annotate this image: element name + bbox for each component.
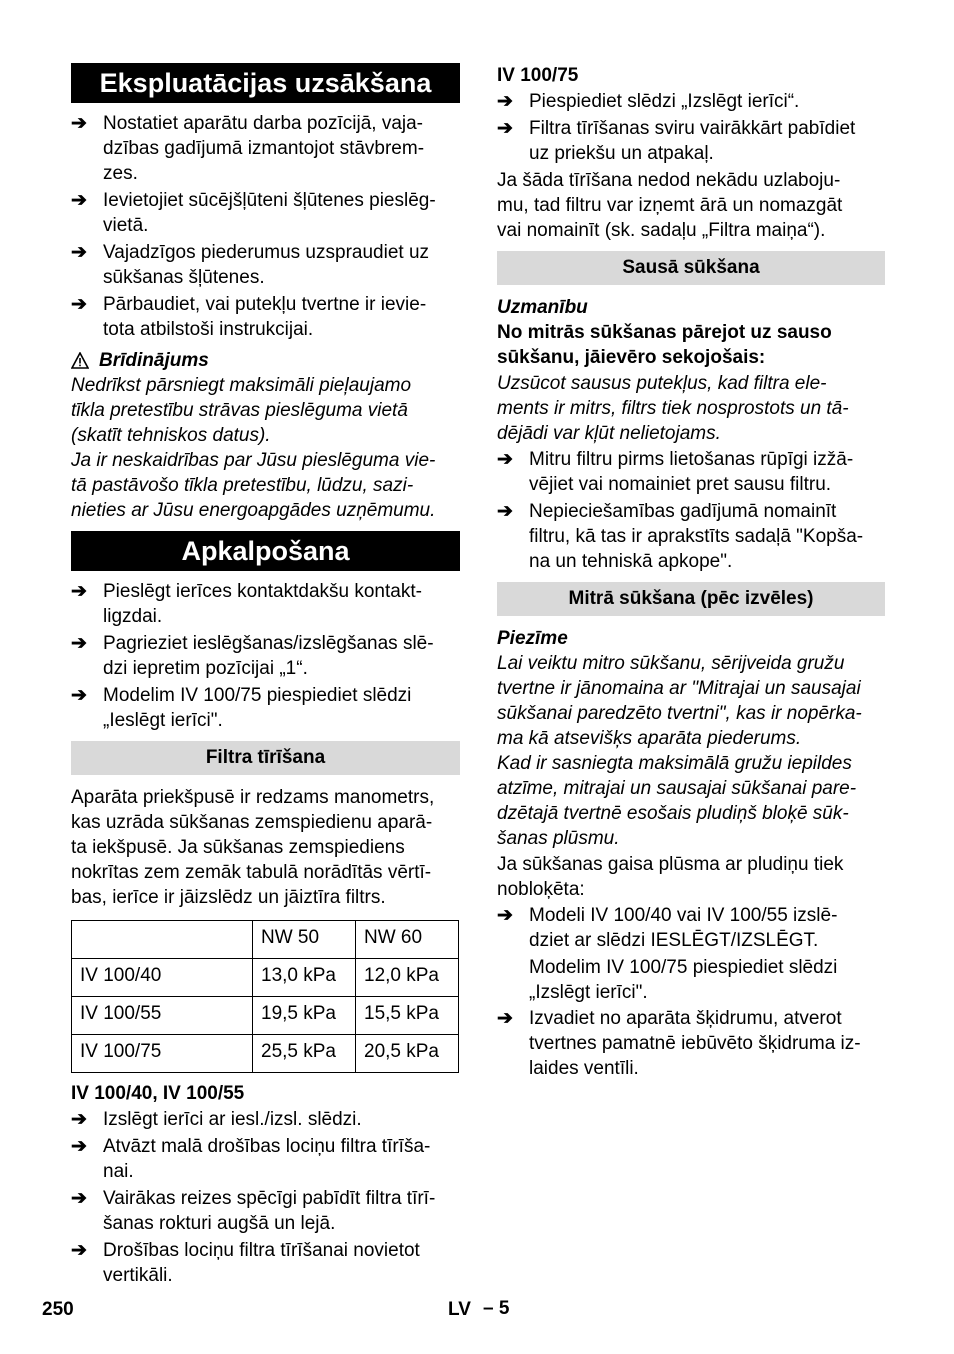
list-item: ➔ Drošības lociņu filtra tīrīšanai novietot vertikāli. [71,1240,420,1286]
list-item: ➔ Vajadzīgos piederumus uzspraudiet uz sūkšanas šļūtenes. [71,242,430,288]
subheading-iv100-75: IV 100/75 [497,65,579,86]
note-label: Piezīme [497,628,568,649]
list-item: ➔ Modeli IV 100/40 vai IV 100/55 izslē- dziet ar slēdzi IESLĒGT/IZSLĒGT. [497,905,838,951]
operation-list [71,579,460,733]
subsection-heading-wet-vacuuming: Mitrā sūkšana (pēc izvēles) [497,582,885,616]
filter-replace-paragraph: Ja šāda tīrīšana nedod nekādu uzlaboju- mu, tad filtru var izņemt ārā un nomazgāt vai nomainīt (sk. sadaļu „Filtra maiņa“). [497,170,843,241]
note-text: Lai veiktu mitro sūkšanu, sērijveida gružu tvertne ir jānomaina ar "Mitrajai un sausajai sūkšanai paredzēto tvertni", kas ir nopērka- ma kā atsevišķs aparāta piederums. Kad ir sasniegta maksimālā gružu iepildes atzīme, mitrajai un sausajai sūkšanai pare- dzētajā tvertnē esošais pludiņš bloķē sūk- šanas plūsmu. [497,653,862,849]
list-item: ➔ Nepieciešamības gadījumā nomainīt filtru, kā tas ir aprakstīts sadaļā "Kopša- na un tehniskā apkope". [497,501,864,572]
arrow-icon: ➔ [71,1188,87,1209]
list-item: ➔ Pārbaudiet, vai putekļu tvertne ir ievie- tota atbilstoši instrukcijai. [71,294,427,340]
list-item: ➔ Filtra tīrīšanas sviru vairākkārt pabīdiet uz priekšu un atpakaļ. [497,118,856,164]
language-code: LV [448,1299,471,1320]
list-item: ➔ Pagrieziet ieslēgšanas/izslēgšanas slē- dzi iepretim pozīcijai „1“. [71,633,434,679]
warning-label: Brīdinājums [71,348,460,373]
arrow-icon: ➔ [71,294,87,315]
list-item: ➔ Izslēgt ierīci ar iesl./izsl. slēdzi. [71,1109,362,1130]
page-number: 250 [42,1299,74,1320]
table-cell: IV 100/75 [72,1035,253,1073]
list-item: ➔ Izvadiet no aparāta šķidrumu, atverot tvertnes pamatnē iebūvēto šķidruma iz- laides ventīli. [497,1008,861,1079]
table-cell: IV 100/55 [72,997,253,1035]
table-row [72,997,459,1035]
table-cell: 15,5 kPa [356,997,459,1035]
list-item: ➔ Atvāzt malā drošības lociņu filtra tīrīša- nai. [71,1136,431,1182]
arrow-icon: ➔ [497,1008,513,1029]
commissioning-list [71,111,460,342]
caution-label: Uzmanību [497,297,588,318]
list-item: ➔ Nostatiet aparātu darba pozīcijā, vaja- dzības gadījumā izmantojot stāvbrem- zes. [71,113,425,184]
arrow-icon: ➔ [71,581,87,602]
arrow-icon: ➔ [71,1240,87,1261]
arrow-icon: ➔ [497,905,513,926]
list-item: ➔ Vairākas reizes spēcīgi pabīdīt filtra tīrī- šanas rokturi augšā un lejā. [71,1188,436,1234]
caution-text: Uzsūcot sausus putekļus, kad filtra ele- ments ir mitrs, filtrs tiek nosprostots un tā- dējādi var kļūt nelietojams. [497,373,849,444]
arrow-icon: ➔ [497,118,513,139]
subsection-heading-filter-cleaning: Filtra tīrīšana [71,741,460,775]
iv100-40-55-list [71,1107,460,1288]
table-row [72,959,459,997]
dry-list [497,447,885,574]
right-column [497,63,885,1083]
table-cell: 20,5 kPa [356,1035,459,1073]
wet-paragraph: Ja sūkšanas gaisa plūsma ar pludiņu tiek nobloķēta: [497,854,844,900]
warning-triangle-icon [71,352,89,369]
table-cell: 25,5 kPa [253,1035,356,1073]
subheading-iv100-40-55: IV 100/40, IV 100/55 [71,1083,245,1104]
arrow-icon: ➔ [71,1109,87,1130]
arrow-icon: ➔ [71,685,87,706]
table-cell: 13,0 kPa [253,959,356,997]
table-cell: IV 100/40 [72,959,253,997]
warning-text: Nedrīkst pārsniegt maksimāli pieļaujamo tīkla pretestību strāvas pieslēguma vietā (skatīt tehniskos datus). Ja ir neskaidrības par Jūsu pieslēguma vie- tā pastāvošo tīkla pretestību, lūdzu, sazi- nieties ar Jūsu energoapgādes uzņēmumu. [71,375,436,521]
table-cell: 12,0 kPa [356,959,459,997]
arrow-icon: ➔ [71,113,87,134]
caution-bold-text: No mitrās sūkšanas pārejot uz sauso sūkšanu, jāievēro sekojošais: [497,322,832,368]
arrow-icon: ➔ [497,91,513,112]
arrow-icon: ➔ [71,1136,87,1157]
table-cell: NW 60 [356,921,459,959]
arrow-icon: ➔ [497,501,513,522]
table-row [72,1035,459,1073]
wet-indent-text: Modelim IV 100/75 piespiediet slēdzi „Izslēgt ierīci". [529,957,838,1003]
list-item: ➔ Modelim IV 100/75 piespiediet slēdzi „Ieslēgt ierīci". [71,685,412,731]
table-cell: NW 50 [253,921,356,959]
list-item: ➔ Ievietojiet sūcējšļūteni šļūtenes pieslēg- vietā. [71,190,436,236]
table-cell: 19,5 kPa [253,997,356,1035]
section-number: – 5 [483,1298,510,1319]
filter-paragraph: Aparāta priekšpusē ir redzams manometrs, kas uzrāda sūkšanas zemspiedienu aparā- ta iekšpusē. Ja sūkšanas zemspiediens nokrītas zem zemāk tabulā norādītās vērtī- bas, ierīce ir jāizslēdz un jāiztīra filtrs. [71,787,435,908]
left-column [71,63,460,1290]
section-heading-operation: Apkalpošana [71,531,460,571]
arrow-icon: ➔ [71,190,87,211]
list-item: ➔ Mitru filtru pirms lietošanas rūpīgi izžā- vējiet vai nomainiet pret sausu filtru. [497,449,854,495]
section-heading-commissioning: Ekspluatācijas uzsākšana [71,63,460,103]
iv100-75-list [497,89,885,166]
table-header-row [72,921,459,959]
arrow-icon: ➔ [71,242,87,263]
list-item: ➔ Pieslēgt ierīces kontaktdakšu kontakt- ligzdai. [71,581,422,627]
subsection-heading-dry-vacuuming: Sausā sūkšana [497,251,885,285]
pressure-table [71,920,459,1073]
arrow-icon: ➔ [497,449,513,470]
arrow-icon: ➔ [71,633,87,654]
table-cell [72,921,253,959]
list-item: ➔ Piespiediet slēdzi „Izslēgt ierīci“. [497,91,800,112]
